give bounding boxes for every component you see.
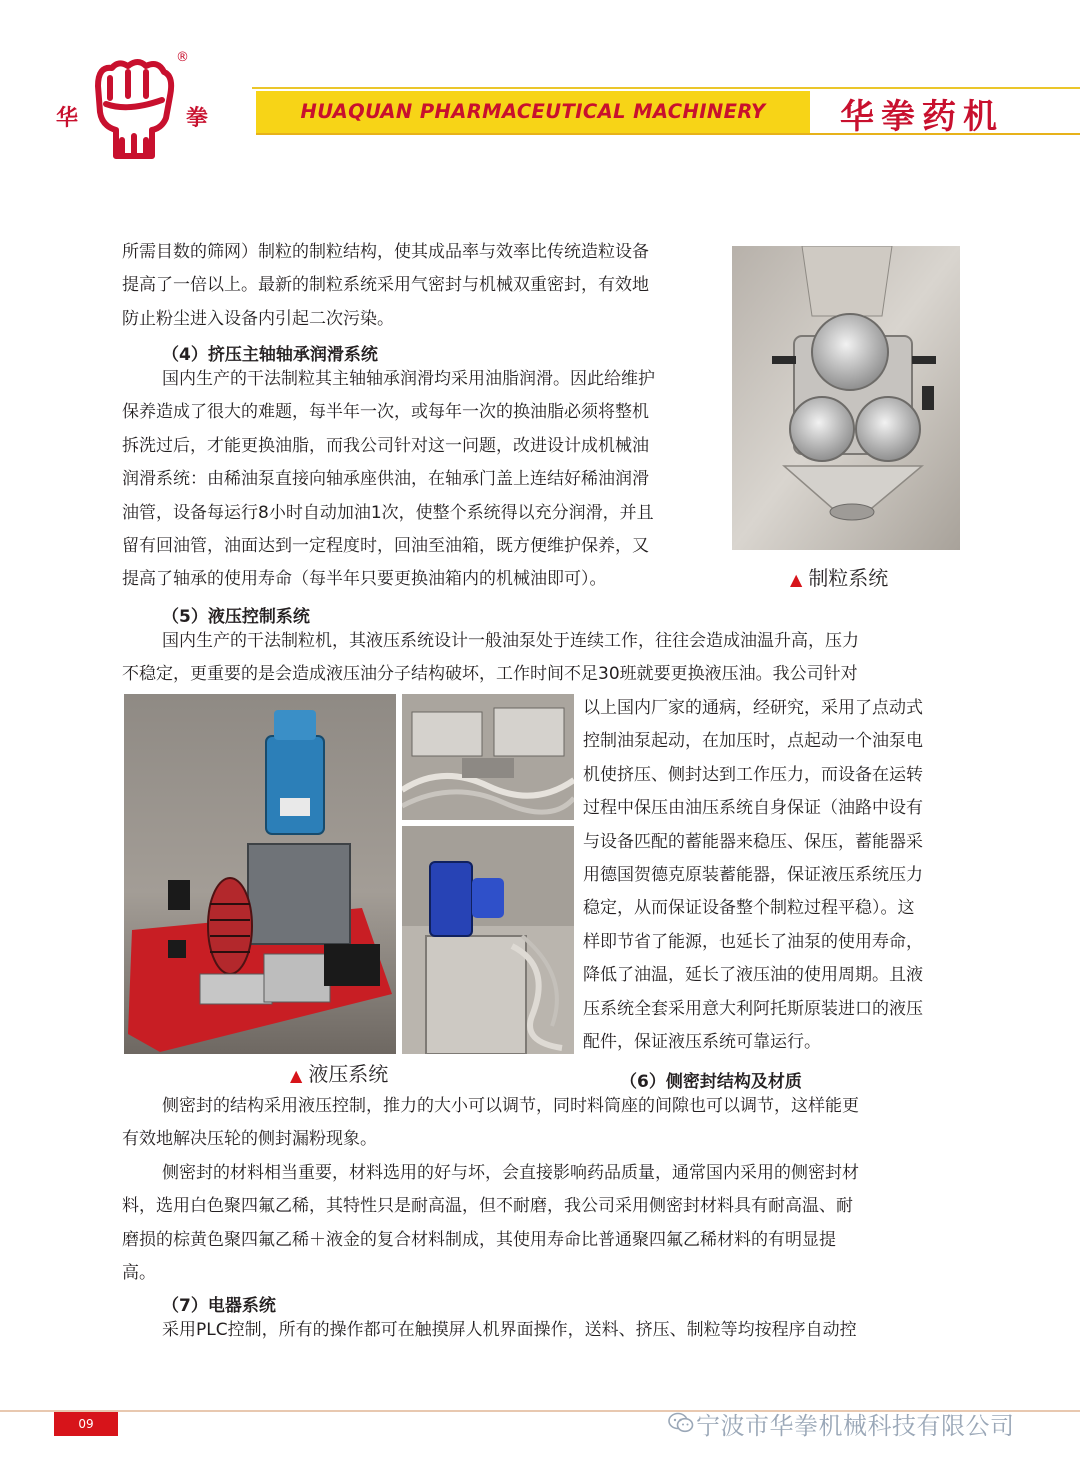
- section-5-paragraph-side: [583, 692, 923, 1059]
- hydraulic-system-photo-bottom: [402, 826, 574, 1054]
- text-line: 控制油泵起动，在加压时，点起动一个油泵电: [583, 731, 923, 752]
- logo-left-char: 华: [56, 105, 79, 131]
- text-line: 用德国贺德克原装蓄能器，保证液压系统压力: [583, 865, 923, 886]
- text-line: 以上国内厂家的通病，经研究，采用了点动式: [583, 698, 923, 718]
- company-name: 宁波市华拳机械科技有限公司: [696, 1412, 1015, 1440]
- text-line: 采用PLC控制，所有的操作都可在触摸屏人机界面操作，送料、挤压、制粒等均按程序自动控: [162, 1320, 857, 1340]
- text-line: 有效地解决压轮的侧封漏粉现象。: [122, 1129, 377, 1150]
- text-line: 样即节省了能源，也延长了油泵的使用寿命，: [583, 931, 923, 952]
- caption-granulation: [790, 562, 888, 591]
- section-7-heading: （7）电器系统: [162, 1296, 276, 1316]
- section-5-paragraph-full: [122, 625, 859, 692]
- hydraulic-system-photo-top: [402, 694, 574, 820]
- text-line: 提高了轴承的使用寿命（每半年只要更换油箱内的机械油即可）。: [122, 569, 607, 590]
- text-line: 润滑系统：由稀油泵直接向轴承座供油，在轴承门盖上连结好稀油润滑: [122, 469, 649, 490]
- caption-triangle-icon: ▲: [290, 1066, 303, 1085]
- caption-hydraulic: [290, 1058, 388, 1087]
- brand-name-cn: 华拳药机: [840, 97, 1004, 137]
- text-line: 料，选用白色聚四氟乙稀，其特性只是耐高温，但不耐磨，我公司采用侧密封材料具有耐高温、耐: [122, 1196, 853, 1217]
- text-line: 高。: [122, 1263, 156, 1284]
- text-line: 机使挤压、侧封达到工作压力，而设备在运转: [583, 764, 923, 785]
- logo-right-char: 拳: [186, 105, 209, 131]
- text-line: 油管，设备每运行8小时自动加油1次，使整个系统得以充分润滑，并且: [122, 502, 654, 523]
- caption-granulation-text: 制粒系统: [808, 566, 889, 590]
- text-line: 磨损的棕黄色聚四氟乙稀＋液金的复合材料制成，其使用寿命比普通聚四氟乙稀材料的有明显提: [122, 1229, 836, 1250]
- text-line: 所需目数的筛网）制粒的制粒结构，使其成品率与效率比传统造粒设备: [122, 242, 649, 262]
- text-line: 留有回油管，油面达到一定程度时，回油至油箱，既方便维护保养，又: [122, 536, 649, 557]
- section-4-heading: （4）挤压主轴轴承润滑系统: [162, 345, 378, 365]
- text-line: 防止粉尘进入设备内引起二次污染。: [122, 308, 394, 329]
- text-line: 国内生产的干法制粒机，其液压系统设计一般油泵处于连续工作，往往会造成油温升高，压力: [162, 631, 859, 651]
- fist-logo-icon: [88, 56, 180, 164]
- hydraulic-system-photo-main: [124, 694, 396, 1054]
- wechat-icon: [668, 1412, 694, 1434]
- section-6-paragraph: [122, 1090, 859, 1290]
- text-line: 侧密封的结构采用液压控制，推力的大小可以调节，同时料筒座的间隙也可以调节，这样能更: [162, 1096, 859, 1116]
- header-band-text: HUAQUAN PHARMACEUTICAL MACHINERY: [300, 100, 766, 123]
- granulation-system-photo: [732, 246, 960, 550]
- text-line: 降低了油温，延长了液压油的使用周期。且液: [583, 965, 923, 986]
- text-line: 侧密封的材料相当重要，材料选用的好与坏，会直接影响药品质量，通常国内采用的侧密封材: [162, 1162, 859, 1183]
- text-line: 拆洗过后，才能更换油脂，而我公司针对这一问题，改进设计成机械油: [122, 435, 649, 456]
- page-number: 09: [54, 1412, 118, 1436]
- text-line: 稳定，从而保证设备整个制粒过程平稳）。这: [583, 898, 915, 919]
- text-line: 压系统全套采用意大利阿托斯原装进口的液压: [583, 998, 923, 1019]
- section-4-paragraph: [122, 363, 655, 597]
- section-5-heading: （5）液压控制系统: [162, 607, 310, 627]
- section-6-heading: （6）侧密封结构及材质: [620, 1072, 802, 1092]
- text-line: 保养造成了很大的难题，每半年一次，或每年一次的换油脂必须将整机: [122, 402, 649, 423]
- intro-paragraph: [122, 236, 649, 336]
- section-7-paragraph: [122, 1314, 857, 1347]
- text-line: 国内生产的干法制粒其主轴轴承润滑均采用油脂润滑。因此给维护: [162, 369, 655, 389]
- text-line: 提高了一倍以上。最新的制粒系统采用气密封与机械双重密封，有效地: [122, 275, 649, 296]
- text-line: 过程中保压由油压系统自身保证（油路中设有: [583, 798, 923, 819]
- caption-hydraulic-text: 液压系统: [308, 1062, 389, 1086]
- caption-triangle-icon: ▲: [790, 570, 803, 589]
- registered-mark: ®: [176, 50, 189, 65]
- text-line: 与设备匹配的蓄能器来稳压、保压，蓄能器采: [583, 831, 923, 852]
- text-line: 不稳定，更重要的是会造成液压油分子结构破坏，工作时间不足30班就要更换液压油。我公司针对: [122, 664, 858, 685]
- text-line: 配件，保证液压系统可靠运行。: [583, 1032, 821, 1053]
